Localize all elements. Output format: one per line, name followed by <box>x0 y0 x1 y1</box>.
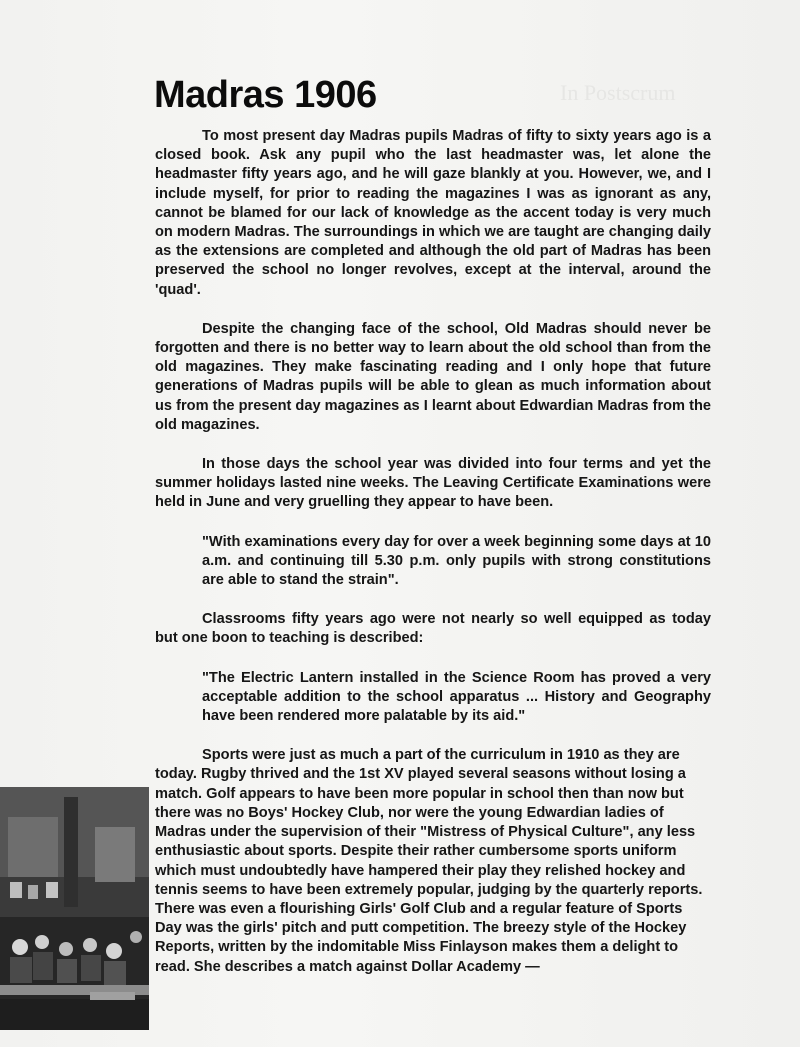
bleed-through-heading: In Postscrum <box>560 80 676 105</box>
article-body <box>155 127 711 977</box>
classroom-photo-icon <box>0 787 149 1030</box>
article-title: Madras 1906 <box>154 74 377 116</box>
classroom-photo-graphic <box>0 787 149 1030</box>
quote-examinations: "With examinations every day for over a week beginning some days at 10 a.m. and continuing till 5.30 p.m. only pupils with strong constitutions are able to stand the strain". <box>202 533 711 589</box>
quote-electric-lantern: "The Electric Lantern installed in the Science Room has proved a very acceptable addition to the school apparatus ... History and Geography have been rendered more palatable by its aid." <box>202 669 711 725</box>
paragraph-old-madras: Despite the changing face of the school, Old Madras should never be forgotten and there is no better way to learn about the old school than from the old magazines. They make fascinating reading and I only hope that future generations of Madras pupils will be able to glean as much information about us from the present day magazines as I learnt about Edwardian Madras from the old magazines. <box>155 320 711 433</box>
paragraph-school-year: In those days the school year was divided into four terms and yet the summer holidays lasted nine weeks. The Leaving Certificate Examinations were held in June and very gruelling they appear to have been. <box>155 456 711 511</box>
paragraph-classrooms: Classrooms fifty years ago were not nearly so well equipped as today but one boon to teaching is described: <box>155 611 711 647</box>
paragraph-sports: Sports were just as much a part of the curriculum in 1910 as they are today. Rugby thrived and the 1st XV played several seasons without losing a match. Golf appears to have been more popular in school then than now but there was no Boys' Hockey Club, nor were the young Edwardian ladies of Madras under the supervision of their "Mistress of Physical Culture", any less enthusiastic about sports. Despite their rather cumbersome sports uniform which must undoubtedly have hampered their play they relished hockey and tennis seems to have been extremely popular, judging by the quarterly reports. There was even a flourishing Girls' Golf Club and a regular feature of Sports Day was the girls' pitch and putt competition. The breezy style of the Hockey Reports, written by the indomitable Miss Finlayson makes them a delight to read. She describes a match against Dollar Academy — <box>155 747 703 975</box>
paragraph-intro: To most present day Madras pupils Madras of fifty to sixty years ago is a closed book. Ask any pupil who the last headmaster was, let alone the headmaster fifty years ago, and he will gaze blankly at you. However, we, and I include myself, for prior to reading the magazines I was as ignorant as any, cannot be blamed for our lack of knowledge as the accent today is very much on modern Madras. The surroundings in which we are taught are changing daily as the extensions are completed and although the old part of Madras has been preserved the school no longer revolves, except at the interval, around the 'quad'. <box>155 128 711 298</box>
